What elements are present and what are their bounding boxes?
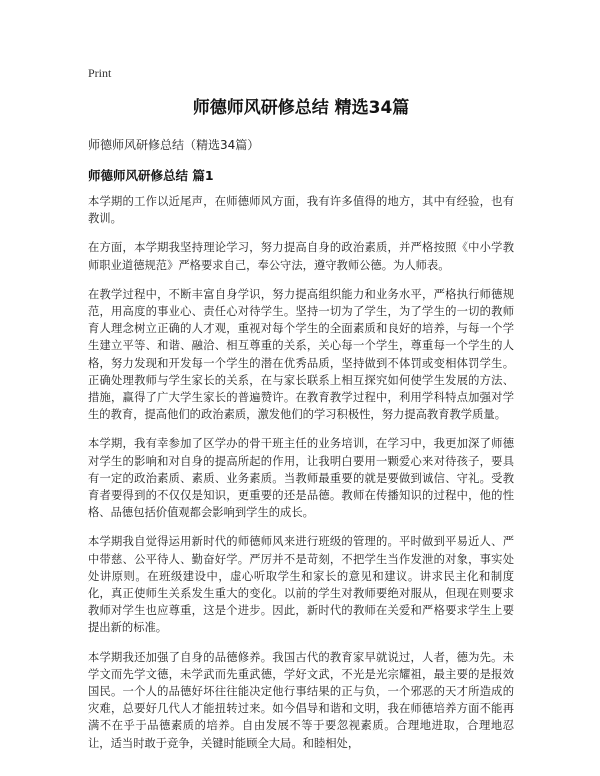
paragraph: 在方面，本学期我坚持理论学习，努力提高自身的政治素质，并严格按照《中小学教师职业道德规范》严格要求自己，奉公守法，遵守教师公德。为人师表。 (88, 241, 514, 272)
paragraph: 本学期，我有幸参加了区学办的骨干班主任的业务培训，在学习中，我更加深了师德对学生的影响和对自身的提高所起的作用，让我明白要用一颗爱心来对待孩子，要具有一定的政治素质、素质、业务素质。当教师最重要的就是要做到诚信、守礼。受教育者要得到的不仅仅是知识，更重要的还是品德。教师在传播知识的过程中，他的性格、品德包括价值观都会影响到学生的成长。 (88, 437, 514, 520)
paragraph: 本学期的工作以近尾声，在师德师风方面，我有许多值得的地方，其中有经验，也有教训。 (88, 195, 514, 226)
document-subtitle: 师德师风研修总结（精选34篇） (88, 138, 260, 152)
section-heading: 师德师风研修总结 篇1 (88, 168, 214, 183)
print-label: Print (88, 66, 112, 80)
paragraph: 在教学过程中，不断丰富自身学识，努力提高组织能力和业务水平，严格执行师德规范，用高度的事业心、责任心对待学生。坚持一切为了学生，为了学生的一切的教师育人理念树立正确的人才观，重视对每个学生的全面素质和良好的培养，与每一个学生建立平等、和谐、融洽、相互尊重的关系，关心每一个学生，尊重每一个学生的人格，努力发现和开发每一个学生的潜在优秀品质，坚持做到不体罚或变相体罚学生。正确处理教师与学生家长的关系，在与家长联系上相互探究如何使学生发展的方法、措施，赢得了广大学生家长的普遍赞许。在教育教学过程中，利用学科特点加强对学生的教育，提高他们的政治素质，激发他们的学习积极性，努力提高教育教学质量。 (88, 287, 514, 422)
page-title: 师德师风研修总结 精选34篇 (192, 98, 410, 118)
paragraph: 本学期我还加强了自身的品德修养。我国古代的教育家早就说过，人者，德为先。未学文而先学文德，未学武而先重武德，学好文武，不光是光宗耀祖，最主要的是报效国民。一个人的品德好坏往往能决定他行事结果的正与负，一个邪恶的天才所造成的灾难，总要好几代人才能扭转过来。如今倡导和谐和文明，我在师德培养方面不能再满不在乎于品德素质的培养。自由发展不等于要忽视素质。合理地进取，合理地忍让，适当时敢于竞争，关键时能顾全大局。和睦相处， (88, 650, 514, 750)
paragraph: 本学期我自觉得运用新时代的师德师风来进行班级的管理的。平时做到平易近人、严中带慈、公平待人、勤奋好学。严厉并不是苛刻，不把学生当作发泄的对象，事实处处讲原则。在班级建设中，虚心听取学生和家长的意见和建议。讲求民主化和制度化，真正使师生关系发生重大的变化。以前的学生对教师要绝对服从，但现在则要求教师对学生也应尊重，这是个进步。因此，新时代的教师在关爱和严格要求学生上要提出新的标准。 (88, 535, 514, 635)
